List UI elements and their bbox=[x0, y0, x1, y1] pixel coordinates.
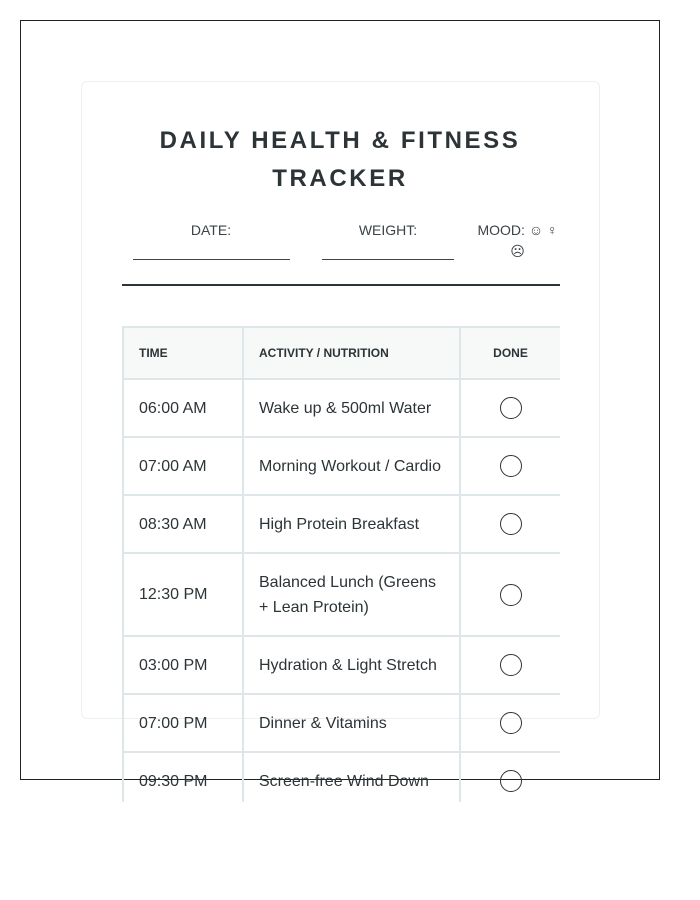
row-activity: Hydration & Light Stretch bbox=[243, 636, 460, 694]
done-checkbox[interactable] bbox=[500, 455, 522, 477]
table-row bbox=[123, 495, 560, 553]
row-time: 09:30 PM bbox=[123, 752, 243, 802]
column-header-activity: ACTIVITY / NUTRITION bbox=[243, 327, 460, 379]
table-row bbox=[123, 694, 560, 752]
table-row bbox=[123, 553, 560, 636]
table-header-row bbox=[123, 327, 560, 379]
date-label: DATE: bbox=[190, 222, 232, 238]
row-activity: Dinner & Vitamins bbox=[243, 694, 460, 752]
row-time: 12:30 PM bbox=[123, 553, 243, 636]
table-row bbox=[123, 636, 560, 694]
table-row bbox=[123, 437, 560, 495]
row-activity: Morning Workout / Cardio bbox=[243, 437, 460, 495]
weight-field-line[interactable] bbox=[322, 259, 454, 260]
schedule-table-wrapper bbox=[122, 326, 560, 802]
row-activity: Screen-free Wind Down bbox=[243, 752, 460, 802]
row-time: 07:00 PM bbox=[123, 694, 243, 752]
table-row bbox=[123, 752, 560, 802]
mood-label: MOOD: ☺ ♀ bbox=[477, 222, 558, 238]
date-field-line[interactable] bbox=[133, 259, 290, 260]
header-divider bbox=[122, 284, 560, 286]
done-checkbox[interactable] bbox=[500, 770, 522, 792]
row-time: 03:00 PM bbox=[123, 636, 243, 694]
page-title: DAILY HEALTH & FITNESS TRACKER bbox=[159, 127, 521, 192]
column-header-done: DONE bbox=[460, 327, 560, 379]
done-checkbox[interactable] bbox=[500, 397, 522, 419]
done-checkbox[interactable] bbox=[500, 654, 522, 676]
row-activity: Wake up & 500ml Water bbox=[243, 379, 460, 437]
row-time: 08:30 AM bbox=[123, 495, 243, 553]
weight-label: WEIGHT: bbox=[358, 222, 418, 238]
done-checkbox[interactable] bbox=[500, 712, 522, 734]
row-time: 06:00 AM bbox=[123, 379, 243, 437]
schedule-table bbox=[122, 326, 560, 802]
done-checkbox[interactable] bbox=[500, 513, 522, 535]
done-checkbox[interactable] bbox=[500, 584, 522, 606]
table-row bbox=[123, 379, 560, 437]
mood-face-icon[interactable]: ☹ bbox=[510, 243, 525, 259]
row-activity: Balanced Lunch (Greens + Lean Protein) bbox=[243, 553, 460, 636]
row-time: 07:00 AM bbox=[123, 437, 243, 495]
row-activity: High Protein Breakfast bbox=[243, 495, 460, 553]
column-header-time: TIME bbox=[123, 327, 243, 379]
